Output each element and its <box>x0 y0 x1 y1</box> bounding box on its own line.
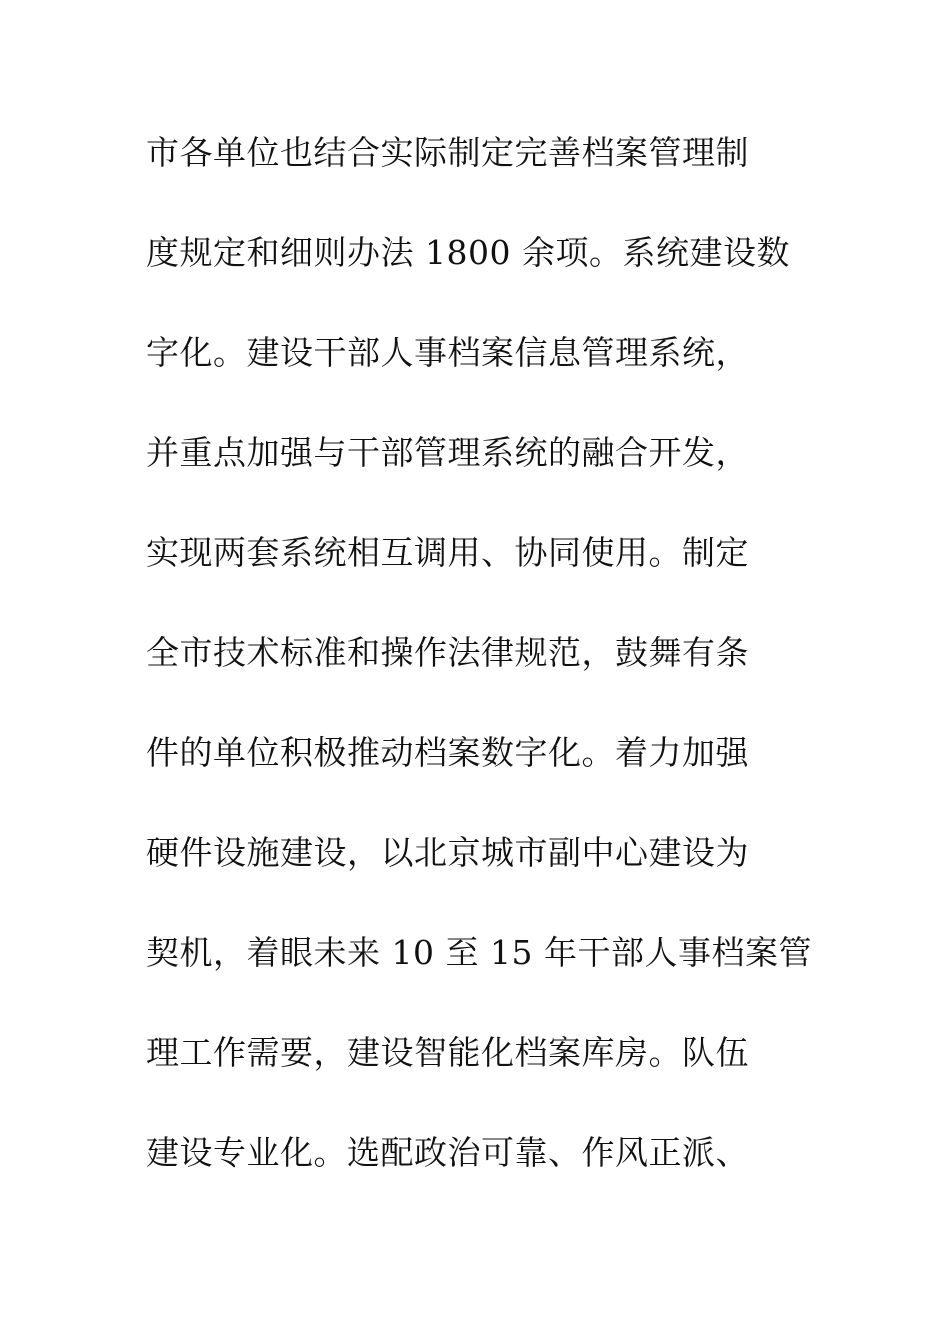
text-line-2: 度规定和细则办法 1800 余项。系统建设数 <box>146 233 790 272</box>
text-line-3: 字化。建设干部人事档案信息管理系统， <box>146 333 749 372</box>
text-line-1: 市各单位也结合实际制定完善档案管理制 <box>146 133 749 172</box>
body-text <box>146 125 826 1225</box>
text-line-4: 并重点加强与干部管理系统的融合开发， <box>146 433 749 472</box>
text-line-6: 全市技术标准和操作法律规范，鼓舞有条 <box>146 633 749 672</box>
text-line-10: 理工作需要，建设智能化档案库房。队伍 <box>146 1033 749 1072</box>
text-line-9: 契机，着眼未来 10 至 15 年干部人事档案管 <box>146 933 812 972</box>
text-line-11: 建设专业化。选配政治可靠、作风正派、 <box>146 1133 749 1172</box>
text-line-5: 实现两套系统相互调用、协同使用。制定 <box>146 533 749 572</box>
text-line-7: 件的单位积极推动档案数字化。着力加强 <box>146 733 749 772</box>
text-line-8: 硬件设施建设，以北京城市副中心建设为 <box>146 833 749 872</box>
